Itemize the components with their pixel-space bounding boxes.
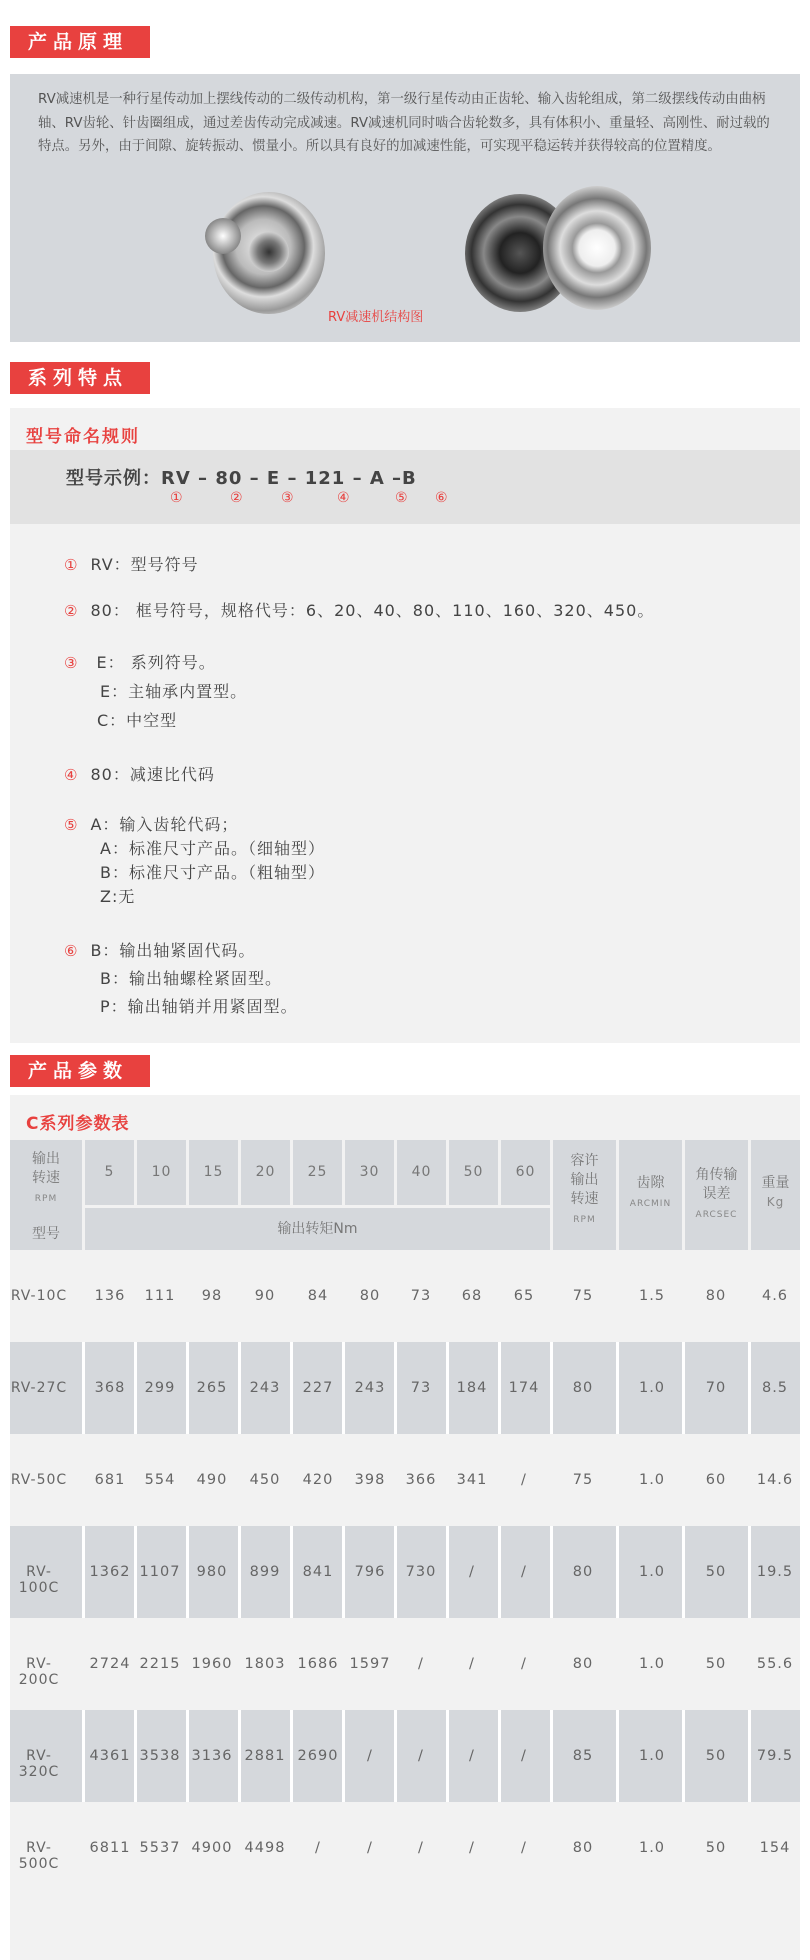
torque-cell: 3538 (139, 1748, 181, 1764)
weight-cell: 8.5 (761, 1380, 789, 1396)
naming-item-5: ⑤ A：输入齿轮代码； (64, 815, 239, 834)
naming-item-5-line-3: B：标准尺寸产品。（粗轴型） (100, 863, 325, 882)
torque-cell: / (469, 1748, 475, 1764)
angle-cell: 50 (705, 1656, 727, 1672)
torque-cell: / (367, 1840, 373, 1856)
torque-header: 输出转矩Nm (85, 1208, 550, 1250)
example-circle-4: ④ (337, 490, 350, 506)
weight-cell: 79.5 (756, 1748, 794, 1764)
naming-item-6-line-2: B：输出轴螺栓紧固型。 (100, 969, 282, 988)
naming-item-2: ② 80： 框号符号，规格代号：6、20、40、80、110、160、320、450。 (64, 601, 655, 620)
torque-cell: 4361 (89, 1748, 131, 1764)
weight-cell: 154 (759, 1840, 791, 1856)
torque-cell: 90 (254, 1288, 276, 1304)
torque-cell: 73 (410, 1380, 432, 1396)
angle-cell: 50 (705, 1840, 727, 1856)
torque-cell: / (418, 1840, 424, 1856)
torque-cell: 1960 (191, 1656, 233, 1672)
torque-cell: / (469, 1656, 475, 1672)
speed-header-10: 10 (137, 1140, 186, 1205)
torque-cell: 68 (461, 1288, 483, 1304)
torque-cell: / (418, 1656, 424, 1672)
row-model: RV-10C (10, 1288, 68, 1304)
torque-cell: 299 (144, 1380, 176, 1396)
torque-cell: 1803 (244, 1656, 286, 1672)
weight-cell: 14.6 (756, 1472, 794, 1488)
weight-cell: 55.6 (756, 1656, 794, 1672)
torque-cell: 681 (94, 1472, 126, 1488)
naming-item-3: ③ E： 系列符号。 (64, 653, 216, 672)
torque-cell: 3136 (191, 1748, 233, 1764)
angle-cell: 50 (705, 1748, 727, 1764)
naming-item-6-line-3: P：输出轴销并用紧固型。 (100, 997, 298, 1016)
features-panel (10, 408, 800, 1043)
angle-cell: 80 (705, 1288, 727, 1304)
torque-cell: 2690 (297, 1748, 339, 1764)
allow-cell: 85 (572, 1748, 594, 1764)
weight-cell: 19.5 (756, 1564, 794, 1580)
torque-cell: 265 (196, 1380, 228, 1396)
torque-cell: 4900 (191, 1840, 233, 1856)
torque-cell: 227 (302, 1380, 334, 1396)
row-model: RV-200C (18, 1656, 60, 1688)
backlash-cell: 1.0 (638, 1564, 666, 1580)
torque-cell: 366 (405, 1472, 437, 1488)
example-circle-1: ① (170, 490, 183, 506)
torque-cell: 1107 (139, 1564, 181, 1580)
table-title: C系列参数表 (26, 1114, 130, 1134)
allow-cell: 75 (572, 1288, 594, 1304)
weight-cell: 4.6 (761, 1288, 789, 1304)
speed-header-40: 40 (397, 1140, 446, 1205)
naming-item-3-line-2: E：主轴承内置型。 (100, 682, 248, 701)
section-tag-params: 产品参数 (10, 1055, 150, 1087)
torque-cell: / (521, 1748, 527, 1764)
speed-header-50: 50 (449, 1140, 498, 1205)
example-circle-6: ⑥ (435, 490, 448, 506)
torque-cell: / (521, 1472, 527, 1488)
torque-cell: 65 (513, 1288, 535, 1304)
torque-cell: 5537 (139, 1840, 181, 1856)
backlash-cell: 1.5 (638, 1288, 666, 1304)
model-example-band (10, 450, 800, 524)
backlash-cell: 1.0 (638, 1748, 666, 1764)
section-tag-features: 系列特点 (10, 362, 150, 394)
naming-item-5-line-2: A：标准尺寸产品。（细轴型） (100, 839, 325, 858)
torque-cell: 2881 (244, 1748, 286, 1764)
backlash-cell: 1.0 (638, 1380, 666, 1396)
naming-item-6: ⑥ B：输出轴紧固代码。 (64, 941, 256, 960)
torque-cell: 1362 (89, 1564, 131, 1580)
example-circle-2: ② (230, 490, 243, 506)
torque-cell: 2724 (89, 1656, 131, 1672)
row-model: RV-500C (18, 1840, 60, 1872)
torque-cell: 1686 (297, 1656, 339, 1672)
torque-cell: / (469, 1564, 475, 1580)
naming-item-1: ① RV：型号符号 (64, 555, 199, 574)
model-example: 型号示例：RV – 80 – E – 121 – A –B (66, 468, 417, 489)
torque-cell: 420 (302, 1472, 334, 1488)
section-tag-principle: 产品原理 (10, 26, 150, 58)
torque-cell: 398 (354, 1472, 386, 1488)
speed-header-30: 30 (345, 1140, 394, 1205)
row-model: RV-50C (10, 1472, 68, 1488)
torque-cell: 184 (456, 1380, 488, 1396)
torque-cell: / (367, 1748, 373, 1764)
allow-cell: 80 (572, 1840, 594, 1856)
torque-cell: 243 (354, 1380, 386, 1396)
intro-panel (10, 74, 800, 342)
naming-item-5-line-4: Z:无 (100, 887, 136, 906)
torque-cell: / (521, 1840, 527, 1856)
allow-cell: 80 (572, 1656, 594, 1672)
row-model: RV-27C (10, 1380, 68, 1396)
allow-cell: 75 (572, 1472, 594, 1488)
speed-header-15: 15 (189, 1140, 238, 1205)
torque-cell: 136 (94, 1288, 126, 1304)
torque-cell: 98 (201, 1288, 223, 1304)
row-model: RV-100C (18, 1564, 60, 1596)
angle-cell: 70 (705, 1380, 727, 1396)
torque-cell: 1597 (349, 1656, 391, 1672)
header-angle-error: 角传输 误差 ARCSEC (685, 1140, 748, 1250)
torque-cell: 341 (456, 1472, 488, 1488)
torque-cell: 730 (405, 1564, 437, 1580)
speed-header-25: 25 (293, 1140, 342, 1205)
header-allow-speed: 容许 输出 转速 RPM (553, 1140, 616, 1250)
torque-cell: 6811 (89, 1840, 131, 1856)
rv-reducer-image-2 (465, 186, 655, 316)
torque-cell: / (315, 1840, 321, 1856)
intro-text: RV减速机是一种行星传动加上摆线传动的二级传动机构，第一级行星传动由正齿轮、输入齿轮组成，第二级摆线传动由曲柄轴、RV齿轮、针齿圈组成，通过差齿传动完成减速。RV减速机同时啮合齿轮数多，具有体积小、重量轻、高刚性、耐过载的特点。另外，由于间隙、旋转振动、惯量小。所以具有良好的加减速性能，可实现平稳运转并获得较高的位置精度。 (38, 92, 770, 154)
torque-cell: / (469, 1840, 475, 1856)
torque-cell: 4498 (244, 1840, 286, 1856)
torque-cell: / (521, 1564, 527, 1580)
torque-cell: / (418, 1748, 424, 1764)
torque-cell: 2215 (139, 1656, 181, 1672)
image-caption: RV减速机结构图 (328, 310, 424, 325)
torque-cell: 796 (354, 1564, 386, 1580)
header-speed-model: 输出 转速 RPM 型号 (10, 1140, 82, 1250)
rv-reducer-image-1 (205, 188, 333, 318)
torque-cell: / (521, 1656, 527, 1672)
torque-cell: 980 (196, 1564, 228, 1580)
torque-cell: 368 (94, 1380, 126, 1396)
backlash-cell: 1.0 (638, 1472, 666, 1488)
allow-cell: 80 (572, 1380, 594, 1396)
backlash-cell: 1.0 (638, 1840, 666, 1856)
header-weight: 重量 Kg (751, 1140, 800, 1250)
torque-cell: 84 (307, 1288, 329, 1304)
speed-header-20: 20 (241, 1140, 290, 1205)
row-model: RV-320C (18, 1748, 60, 1780)
speed-header-5: 5 (85, 1140, 134, 1205)
torque-cell: 80 (359, 1288, 381, 1304)
example-circle-3: ③ (281, 490, 294, 506)
torque-cell: 450 (249, 1472, 281, 1488)
torque-cell: 243 (249, 1380, 281, 1396)
angle-cell: 50 (705, 1564, 727, 1580)
angle-cell: 60 (705, 1472, 727, 1488)
naming-item-4: ④ 80：减速比代码 (64, 765, 215, 784)
allow-cell: 80 (572, 1564, 594, 1580)
torque-cell: 899 (249, 1564, 281, 1580)
speed-header-60: 60 (501, 1140, 550, 1205)
torque-cell: 841 (302, 1564, 334, 1580)
header-backlash: 齿隙 ARCMIN (619, 1140, 682, 1250)
example-circle-5: ⑤ (395, 490, 408, 506)
torque-cell: 554 (144, 1472, 176, 1488)
torque-cell: 73 (410, 1288, 432, 1304)
backlash-cell: 1.0 (638, 1656, 666, 1672)
torque-cell: 111 (144, 1288, 176, 1304)
torque-cell: 490 (196, 1472, 228, 1488)
naming-item-3-line-3: C：中空型 (97, 711, 178, 730)
naming-rule-title: 型号命名规则 (26, 427, 140, 447)
torque-cell: 174 (508, 1380, 540, 1396)
